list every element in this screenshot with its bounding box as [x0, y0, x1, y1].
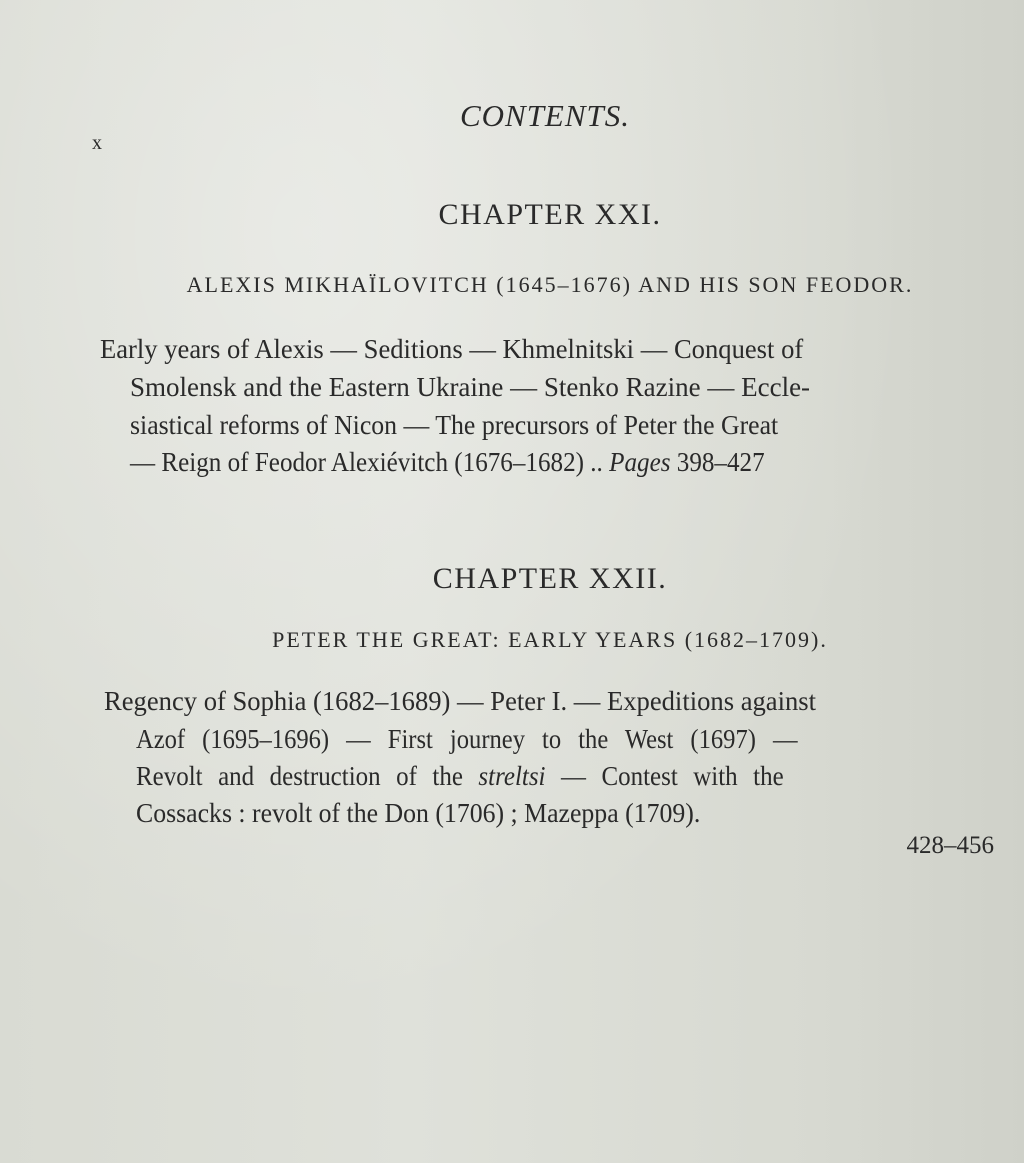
chapter-summary-line: Azof (1695–1696) — First journey to the West (1697) —	[136, 724, 798, 754]
summary-text: — Contest with the	[560, 761, 784, 791]
italic-term: streltsi	[478, 761, 546, 791]
page-range: 398–427	[676, 447, 765, 477]
chapter-page-range-line	[130, 447, 765, 478]
chapter-heading: CHAPTER XXI.	[438, 198, 662, 231]
pages-label: Pages	[609, 447, 671, 477]
running-title: CONTENTS.	[459, 98, 631, 133]
page-number: x	[92, 132, 102, 154]
chapter-heading: CHAPTER XXII.	[432, 562, 668, 595]
chapter-title: ALEXIS MIKHAÏLOVITCH (1645–1676) AND HIS SON FEODOR.	[186, 272, 914, 297]
chapter-summary-line-composite	[136, 761, 784, 792]
chapter-summary-line: Cossacks : revolt of the Don (1706) ; Mazeppa (1709).	[136, 798, 701, 828]
page-range: 428–456	[906, 832, 994, 859]
summary-text: Revolt and destruction of the	[136, 761, 463, 791]
chapter-summary-line: Regency of Sophia (1682–1689) — Peter I. — Expeditions against	[104, 686, 817, 716]
chapter-summary-line: siastical reforms of Nicon — The precursors of Peter the Great	[130, 410, 779, 440]
chapter-summary-line: Smolensk and the Eastern Ukraine — Stenko Razine — Eccle-	[130, 372, 811, 402]
chapter-title: PETER THE GREAT: EARLY YEARS (1682–1709).	[272, 627, 828, 652]
chapter-summary-line: Early years of Alexis — Seditions — Khmelnitski — Conquest of	[100, 334, 804, 364]
chapter-summary-line: — Reign of Feodor Alexiévitch (1676–1682) ..	[130, 447, 603, 477]
